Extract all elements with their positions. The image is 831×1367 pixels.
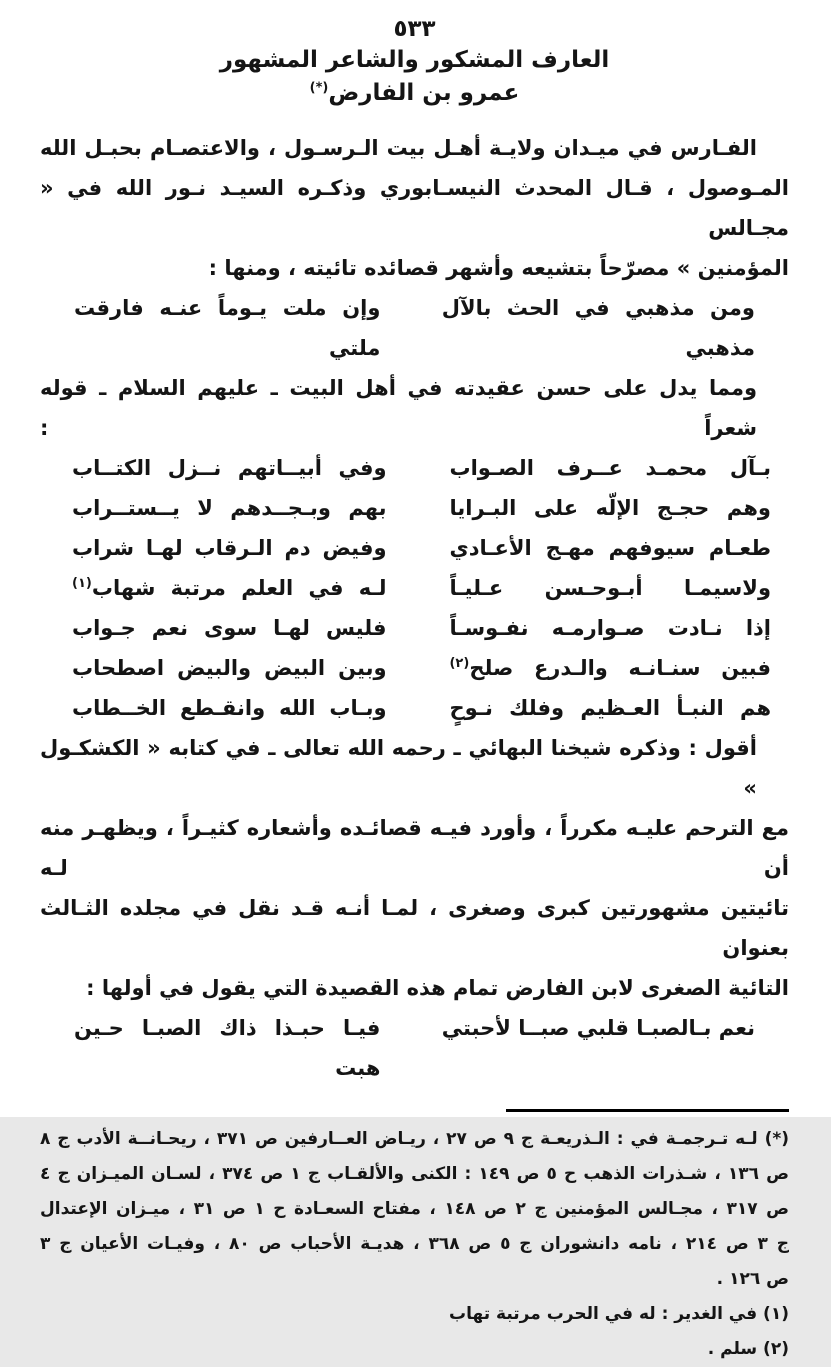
couplet — [40, 528, 789, 568]
couplet — [40, 568, 789, 608]
couplet — [40, 608, 789, 648]
final-couplet — [40, 1008, 789, 1088]
intro-paragraph — [40, 128, 789, 288]
footnote-note-1: (١) في الغدير : له في الحرب مرتبة تهاب — [449, 1304, 789, 1324]
entry-title: العارف المشكور والشاعر المشهور — [219, 47, 610, 73]
footnote-line: ص ١٣٦ ، شـذرات الذهب ح ٥ ص ١٤٩ : الكنى والألقـاب ج ١ ص ٣٧٤ ، لسـان الميـزان ج ٤ — [40, 1164, 789, 1184]
transition-line: ومما يدل على حسن عقيدته في أهل البيت ـ عليهم السلام ـ قوله شعراً : — [40, 376, 757, 440]
hemistich-left: وفي أبيــاتهم نــزل الكتــاب — [72, 456, 387, 480]
hemistich-left: فليس لهـا سوى نعم جـواب — [72, 616, 387, 640]
paragraph-line: المـوصول ، قـال المحدث النيسـابوري وذكـره السيـد نـور الله في « مجـالس — [40, 176, 789, 240]
paragraph-line: المؤمنين » مصرّحاً بتشيعه وأشهر قصائده تائيته ، ومنها : — [208, 256, 789, 280]
intro-couplet — [40, 288, 789, 368]
paragraph-line: مع الترحم عليـه مكرراً ، وأورد فيـه قصائـده وأشعاره كثيـراً ، ويظهـر منه أن لـه — [40, 816, 789, 880]
paragraph-line: تائيتين مشهورتين كبرى وصغرى ، لمـا أنـه قـد نقل في مجلده الثـالث بعنوان — [40, 896, 789, 960]
paragraph-line: الفـارس في ميـدان ولايـة أهـل بيت الـرسـول ، والاعتصـام بحبـل الله — [40, 136, 757, 160]
hemistich-right — [449, 648, 771, 688]
entry-subtitle — [40, 77, 789, 110]
footnote-line: (*) لـه تـرجمـة في : الـذريعـة ج ٩ ص ٢٧ ، ريـاض العــارفين ص ٣٧١ ، ريحـانــة الأدب ج ٨ — [40, 1129, 789, 1149]
hemistich-left: وبـاب الله وانقـطع الخــطاب — [72, 696, 387, 720]
hemistich-right: ولاسيمـا أبـوحـسن عـليـاً — [449, 576, 771, 600]
couplet — [40, 648, 789, 688]
aqwal-paragraph — [40, 728, 789, 1008]
hemistich-right: إذا نـادت صـوارمـه نفـوسـاً — [449, 616, 771, 640]
paragraph-line: أقول : وذكره شيخنا البهائي ـ رحمه الله تعالى ـ في كتابه « الكشكـول » — [40, 736, 757, 800]
hemistich-right: بـآل محمـد عــرف الصـواب — [449, 456, 771, 480]
poem-block — [40, 448, 789, 728]
footnote-line: ج ٣ ص ٢١٤ ، نامه دانشوران ج ٥ ص ٣٦٨ ، هديـة الأحباب ص ٨٠ ، وفيـات الأعيان ج ٣ — [40, 1234, 789, 1254]
couplet — [40, 688, 789, 728]
page-number: ٥٣٣ — [393, 16, 436, 42]
hemistich-text: فبين سنـانـه والـدرع صلح — [469, 656, 771, 680]
footnote-separator — [506, 1109, 789, 1112]
footnotes-block — [40, 1122, 789, 1367]
hemistich-left: فيـا حبـذا ذاك الصبـا حـين هبت — [74, 1016, 381, 1080]
hemistich-right: ومن مذهبي في الحث بالآل مذهبي — [441, 296, 755, 360]
title-footnote-marker: (*) — [309, 80, 329, 96]
hemistich-left: وبين البيض والبيض اصطحاب — [72, 656, 387, 680]
hemistich-right: نعم بـالصبـا قلبي صبــا لأحبتي — [441, 1016, 755, 1040]
verse-footnote-marker-2: (٢) — [449, 656, 470, 671]
hemistich-right: وهم حجـج الإلّه على البـرايا — [449, 496, 771, 520]
hemistich-left: بهم وبـجــدهم لا يــستــراب — [72, 496, 387, 520]
hemistich-left — [72, 568, 387, 608]
couplet — [40, 448, 789, 488]
hemistich-left: وإن ملت يـوماً عنـه فارقت ملتي — [74, 296, 381, 360]
person-name: عمرو بن الفارض — [328, 80, 520, 106]
footnote-line: ص ١٢٦ . — [716, 1269, 789, 1289]
hemistich-right: طعـام سيوفهم مهـج الأعـادي — [449, 536, 771, 560]
hemistich-right: هم النبـأ العـظيم وفلك نـوحٍ — [449, 696, 771, 720]
paragraph-line: التائية الصغرى لابن الفارض تمام هذه القصيدة التي يقول في أولها : — [86, 976, 789, 1000]
footnote-line: ص ٣١٧ ، مجـالس المؤمنين ج ٢ ص ١٤٨ ، مفتاح السعـادة ح ١ ص ٣١ ، ميـزان الإعتدال — [40, 1199, 789, 1219]
verse-footnote-marker-1: (١) — [72, 576, 92, 591]
footnote-note-2: (٢) سلم . — [707, 1339, 789, 1359]
hemistich-text: لـه في العلم مرتبة شهاب — [91, 576, 387, 600]
couplet — [40, 488, 789, 528]
hemistich-left: وفيض دم الـرقاب لهـا شراب — [72, 536, 387, 560]
